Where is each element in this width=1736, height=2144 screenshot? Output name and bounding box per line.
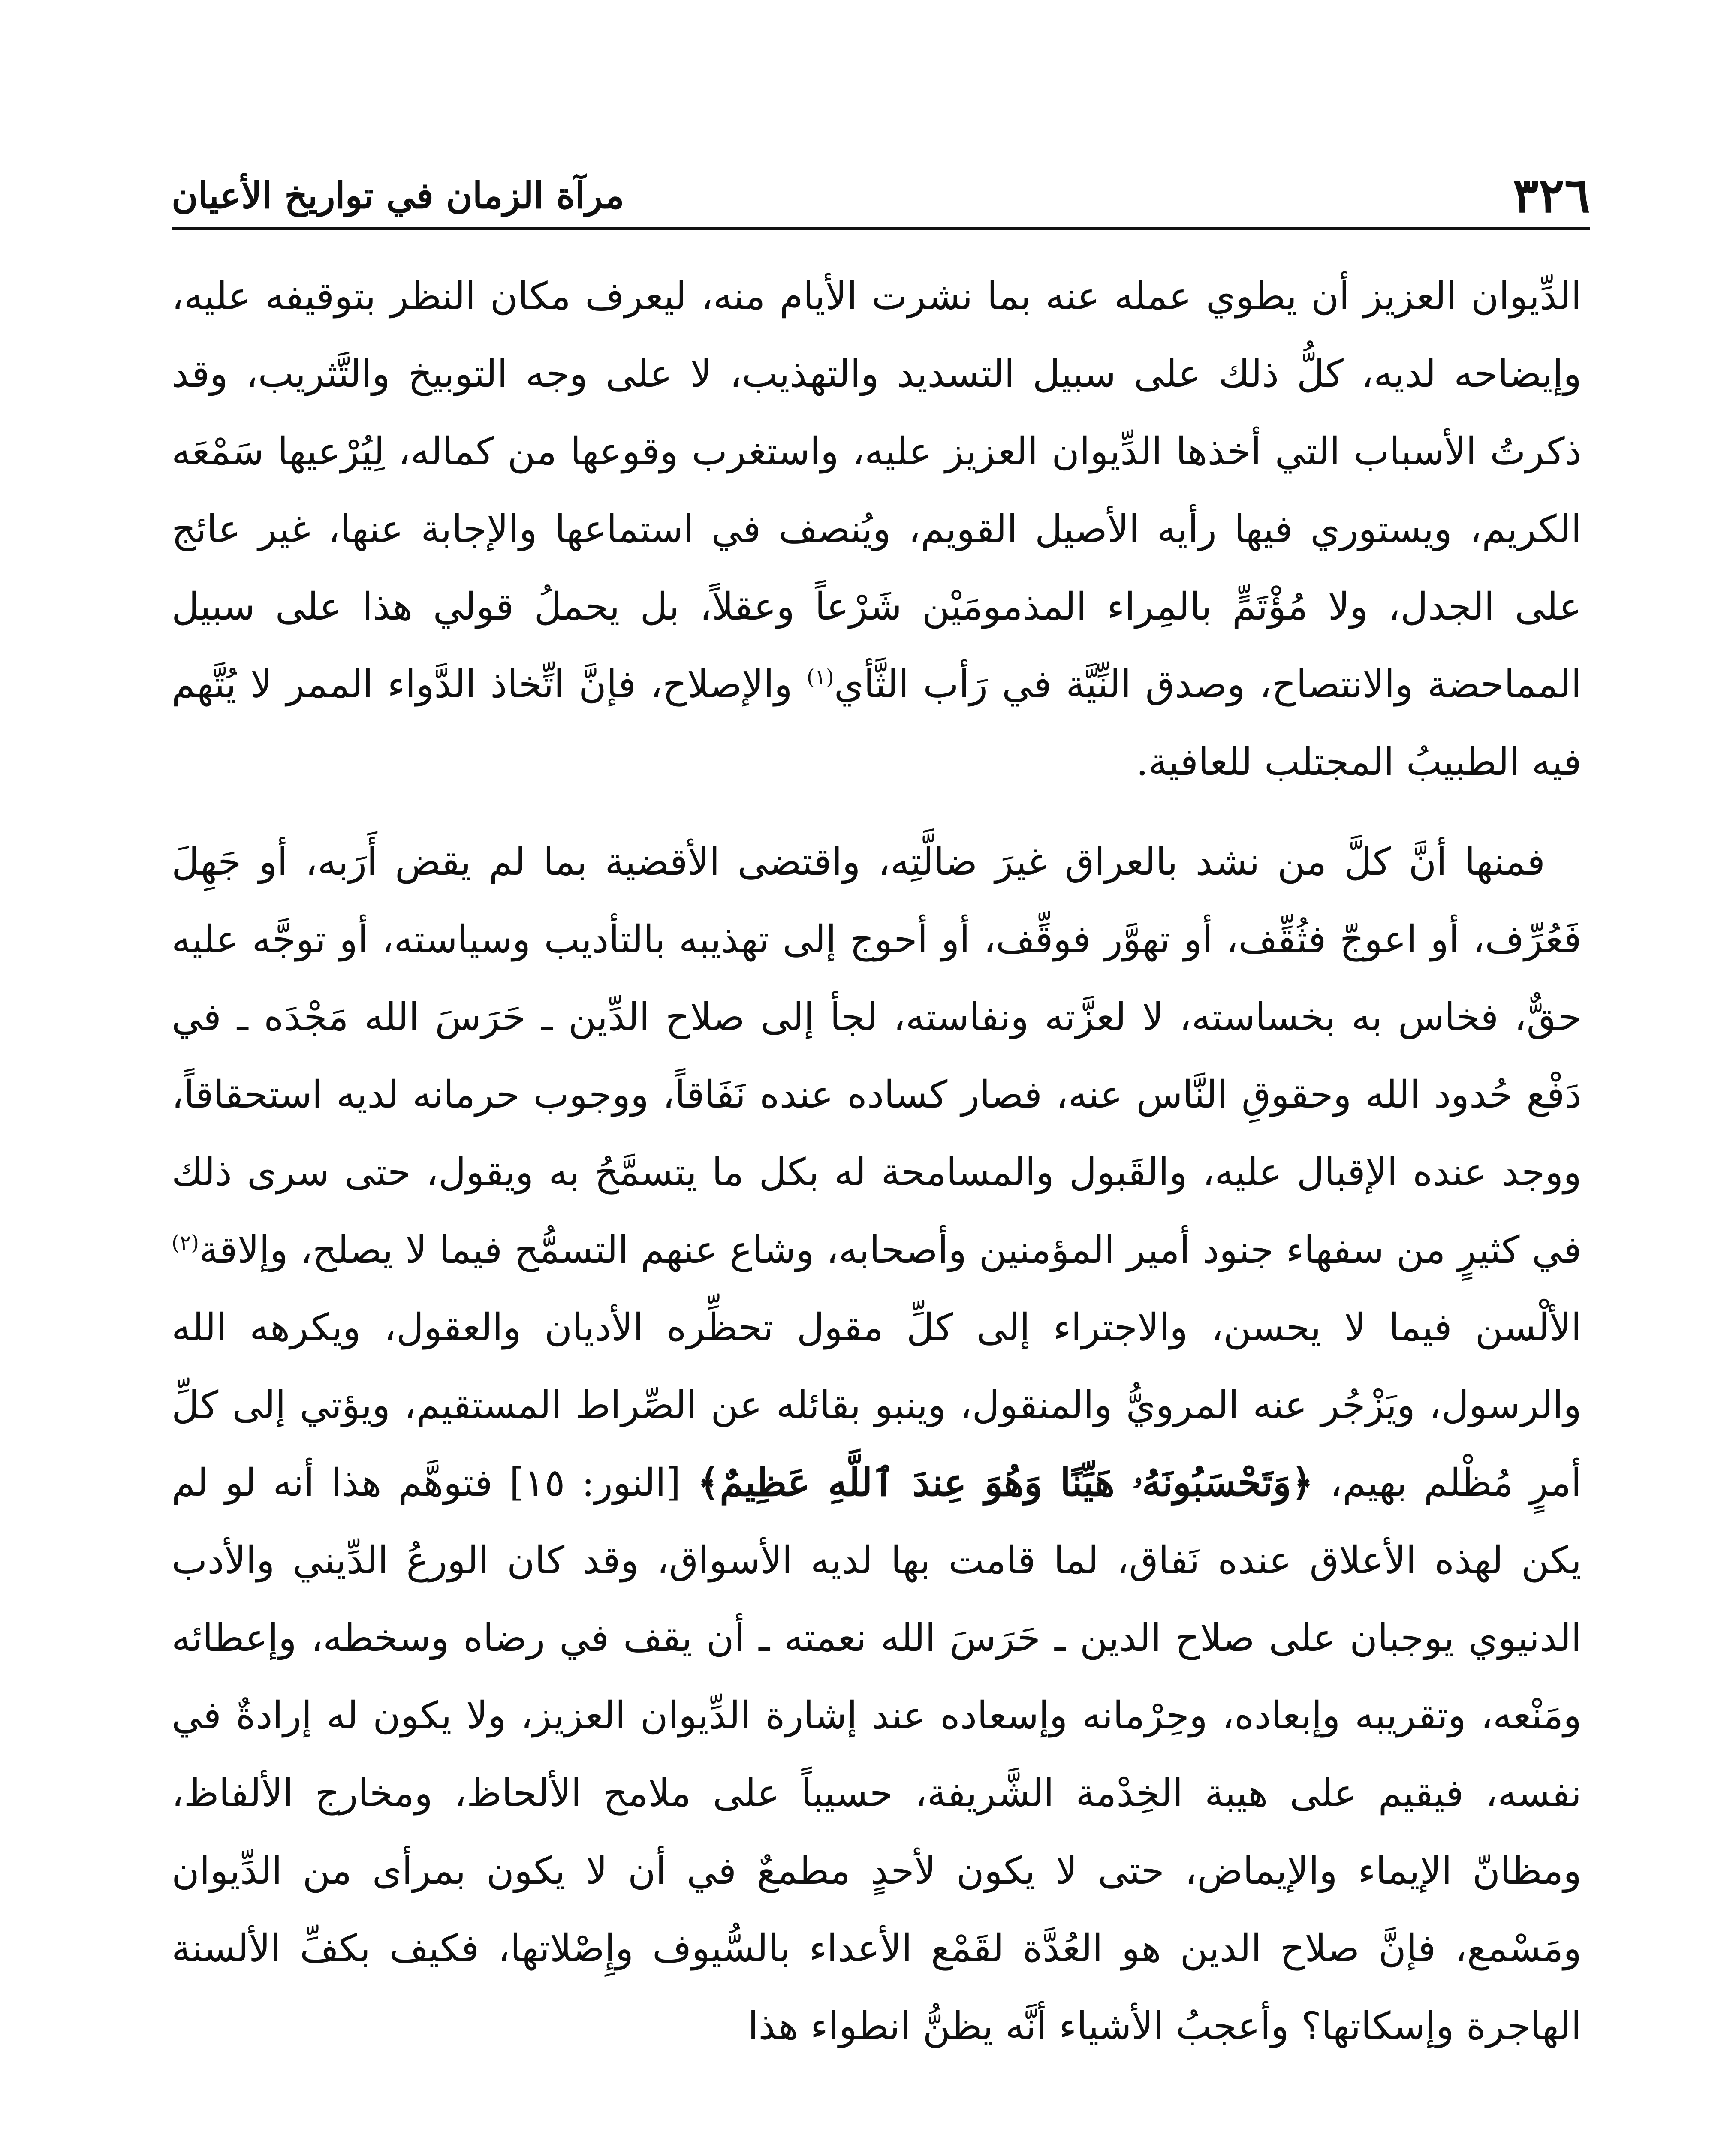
paragraph-2 xyxy=(172,823,1582,2065)
paragraph-1 xyxy=(172,257,1582,801)
quran-reference: [النور: ١٥] xyxy=(492,1460,698,1505)
paragraph-1-text: الدِّيوان العزيز أن يطوي عمله عنه بما نشرت الأيام منه، ليعرف مكان النظر بتوقيفه عليه، وإيضاحه لديه، كلُّ ذلك على سبيل التسديد والتهذيب، لا على وجه التوبيخ والتَّثريب، وقد ذكرتُ الأسباب التي أخذها الدِّيوان العزيز عليه، واستغرب وقوعها من كماله، لِيُرْعيها سَمْعَه الكريم، ويستوري فيها رأيه الأصيل القويم، ويُنصف في استماعها والإجابة عنها، غير عائج على الجدل، ولا مُؤْتَمٍّ بالمِراء المذمومَيْن شَرْعاً وعقلاً، بل يحملُ قولي هذا على سبيل المماحضة والانتصاح، وصدق النِّيَّة في رَأب الثَّأي xyxy=(172,274,1582,706)
page-header xyxy=(172,163,1590,230)
quran-verse: ﴿وَتَحْسَبُونَهُۥ هَيِّنًا وَهُوَ عِندَ ٱللَّهِ عَظِيمٌ﴾ xyxy=(697,1460,1314,1505)
footnote-marker-1: (١) xyxy=(806,665,834,690)
page-number: ٣٢٦ xyxy=(1513,167,1590,223)
paragraph-2-end: فتوهَّم هذا أنه لو لم يكن لهذه الأعلاق عنده نَفاق، لما قامت بها لديه الأسواق، وقد كان الورعُ الدِّيني والأدب الدنيوي يوجبان على صلاح الدين ـ حَرَسَ الله نعمته ـ أن يقف في رضاه وسخطه، وإعطائه ومَنْعه، وتقريبه وإبعاده، وحِرْمانه وإسعاده عند إشارة الدِّيوان العزيز، ولا يكون له إرادةٌ في نفسه، فيقيم على هيبة الخِدْمة الشَّريفة، حسيباً على ملامح الألحاظ، ومخارج الألفاظ، ومظانّ الإيماء والإيماض، حتى لا يكون لأحدٍ مطمعٌ في أن لا يكون بمرأى من الدِّيوان ومَسْمع، فإنَّ صلاح الدين هو العُدَّة لقَمْع الأعداء بالسُّيوف وإِصْلاتها، فكيف بكفِّ الألسنة الهاجرة وإسكاتها؟ وأعجبُ الأشياء أنَّه يظنُّ انطواء هذا xyxy=(172,1460,1582,2048)
paragraph-2-middle: الألْسن فيما لا يحسن، والاجتراء إلى كلِّ مقول تحظِّره الأديان والعقول، ويكرهه الله والرسول، ويَزْجُر عنه المرويُّ والمنقول، وينبو بقائله عن الصِّراط المستقيم، ويؤتي إلى كلِّ أمرٍ مُظْلم بهيم، xyxy=(172,1305,1582,1505)
footnote-marker-2: (٢) xyxy=(172,1231,199,1255)
paragraph-1-end: والإصلاح، فإنَّ اتِّخاذ الدَّواء الممر لا يُتَّهم فيه الطبيبُ المجتلب للعافية. xyxy=(172,662,1582,784)
main-text xyxy=(172,257,1582,2065)
running-title: مرآة الزمان في تواريخ الأعيان xyxy=(172,174,624,217)
paragraph-2-text: فمنها أنَّ كلَّ من نشد بالعراق غيرَ ضالَّتِه، واقتضى الأقضية بما لم يقض أَرَبه، أو جَهِلَ فَعُرِّف، أو اعوجّ فثُقِّف، أو تهوَّر فوقِّف، أو أحوج إلى تهذيبه بالتأديب وسياسته، أو توجَّه عليه حقٌّ، فخاس به بخساسته، لا لعزَّته ونفاسته، لجأ إلى صلاح الدِّين ـ حَرَسَ الله مَجْدَه ـ في دَفْع حُدود الله وحقوقِ النَّاس عنه، فصار كساده عنده نَفَاقاً، ووجوب حرمانه لديه استحقاقاً، ووجد عنده الإقبال عليه، والقَبول والمسامحة له بكل ما يتسمَّحُ به ويقول، حتى سرى ذلك في كثيرٍ من سفهاء جنود أمير المؤمنين وأصحابه، وشاع عنهم التسمُّح فيما لا يصلح، وإلاقة xyxy=(172,840,1582,1272)
